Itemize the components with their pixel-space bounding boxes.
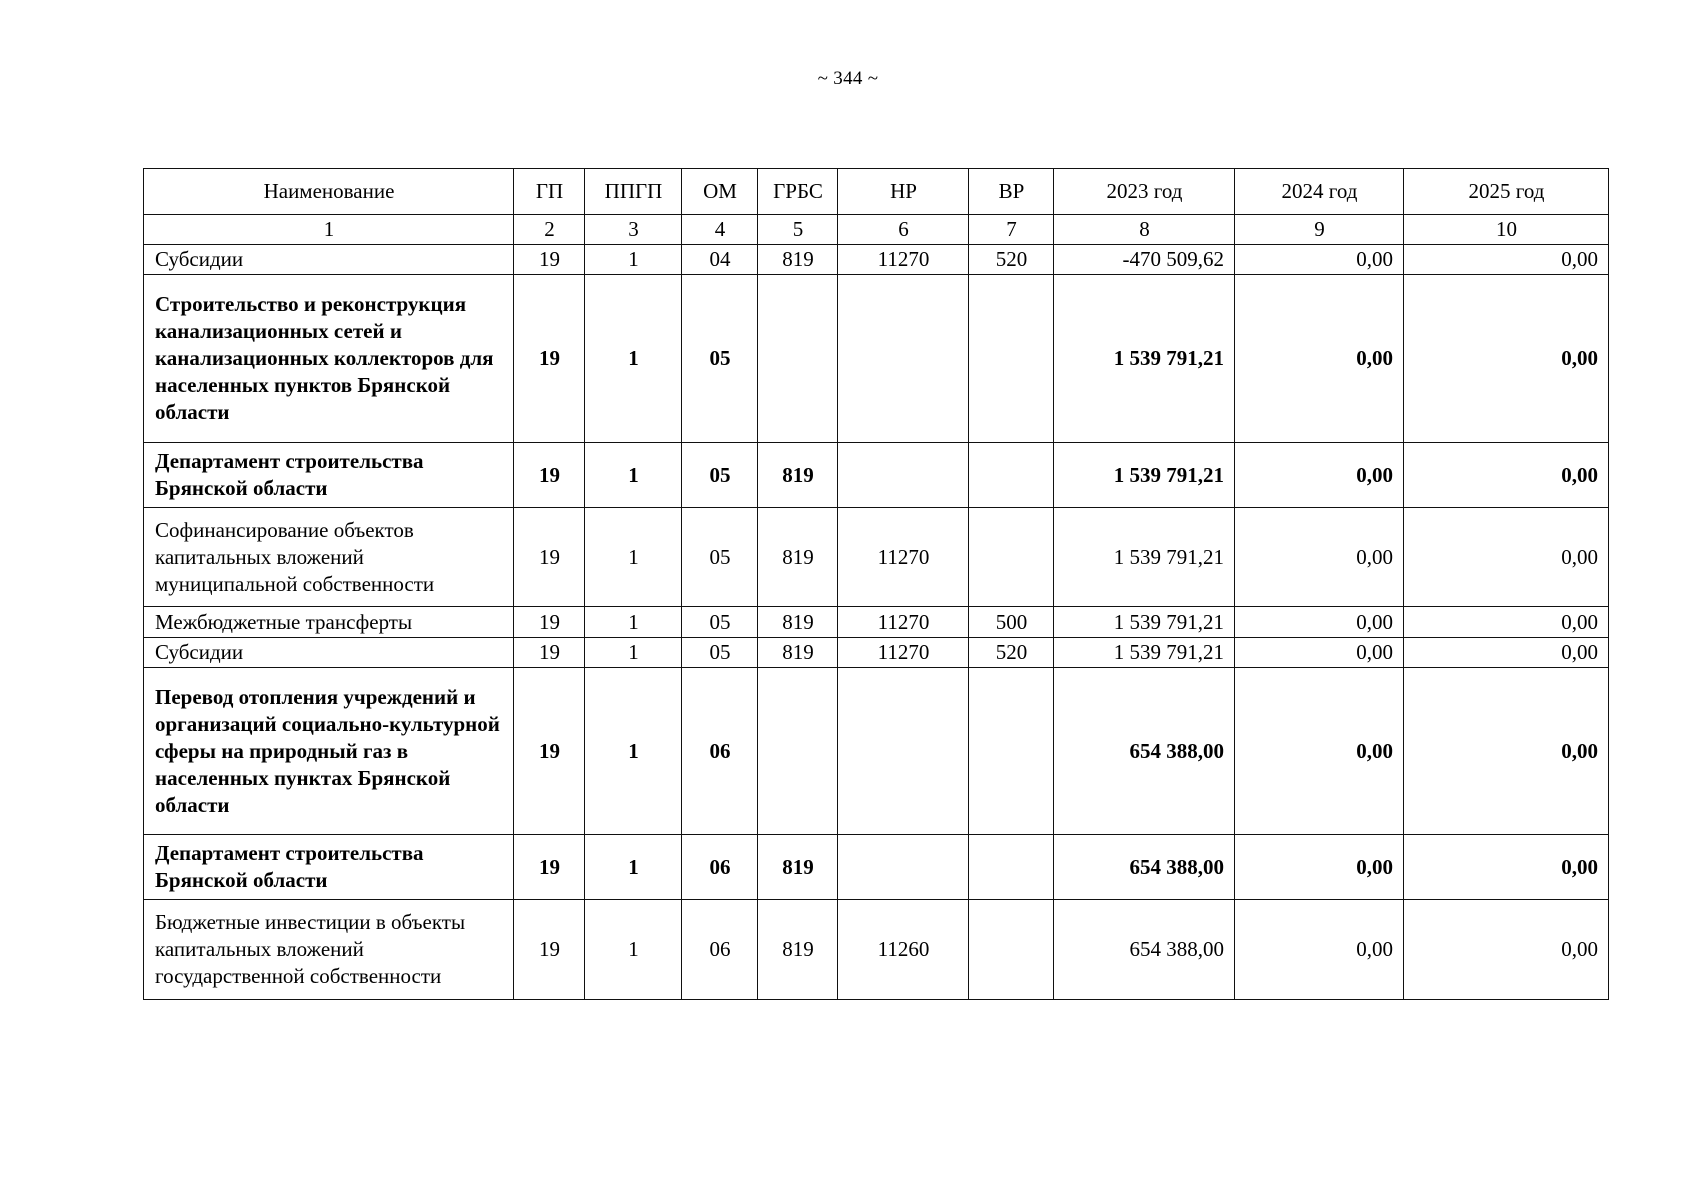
cell-ppgp: 1 xyxy=(585,835,682,900)
cell-2023: 1 539 791,21 xyxy=(1054,443,1235,508)
cell-2025: 0,00 xyxy=(1404,900,1609,1000)
cell-2025: 0,00 xyxy=(1404,835,1609,900)
column-number: 5 xyxy=(758,215,838,245)
cell-2024: 0,00 xyxy=(1235,245,1404,275)
cell-gp: 19 xyxy=(514,668,585,835)
column-header-grbs: ГРБС xyxy=(758,169,838,215)
column-header-nr: НР xyxy=(838,169,969,215)
cell-ppgp: 1 xyxy=(585,607,682,638)
cell-gp: 19 xyxy=(514,245,585,275)
cell-gp: 19 xyxy=(514,275,585,443)
table-row xyxy=(144,245,1609,275)
cell-vr: 520 xyxy=(969,245,1054,275)
column-header-2025: 2025 год xyxy=(1404,169,1609,215)
cell-vr xyxy=(969,835,1054,900)
cell-2023: 654 388,00 xyxy=(1054,900,1235,1000)
cell-2023: 1 539 791,21 xyxy=(1054,607,1235,638)
cell-ppgp: 1 xyxy=(585,245,682,275)
cell-grbs: 819 xyxy=(758,638,838,668)
cell-om: 05 xyxy=(682,275,758,443)
cell-om: 06 xyxy=(682,835,758,900)
cell-2024: 0,00 xyxy=(1235,607,1404,638)
column-number: 9 xyxy=(1235,215,1404,245)
cell-grbs xyxy=(758,275,838,443)
row-name: Перевод отопления учреждений и организаций социально-культурной сферы на природный газ в населенных пунктах Брянской области xyxy=(144,668,514,835)
cell-om: 06 xyxy=(682,668,758,835)
column-number: 1 xyxy=(144,215,514,245)
cell-vr xyxy=(969,443,1054,508)
row-name: Межбюджетные трансферты xyxy=(144,607,514,638)
column-number: 8 xyxy=(1054,215,1235,245)
cell-2025: 0,00 xyxy=(1404,607,1609,638)
cell-2024: 0,00 xyxy=(1235,275,1404,443)
row-name: Софинансирование объектов капитальных вложений муниципальной собственности xyxy=(144,508,514,607)
cell-2023: 1 539 791,21 xyxy=(1054,638,1235,668)
column-header-vr: ВР xyxy=(969,169,1054,215)
cell-ppgp: 1 xyxy=(585,668,682,835)
cell-vr xyxy=(969,668,1054,835)
column-header-ppgp: ППГП xyxy=(585,169,682,215)
column-number-row xyxy=(144,215,1609,245)
column-header-name: Наименование xyxy=(144,169,514,215)
cell-grbs: 819 xyxy=(758,835,838,900)
cell-2024: 0,00 xyxy=(1235,668,1404,835)
cell-2025: 0,00 xyxy=(1404,508,1609,607)
cell-ppgp: 1 xyxy=(585,638,682,668)
cell-2024: 0,00 xyxy=(1235,638,1404,668)
cell-2025: 0,00 xyxy=(1404,275,1609,443)
header-row xyxy=(144,169,1609,215)
cell-vr: 520 xyxy=(969,638,1054,668)
cell-om: 06 xyxy=(682,900,758,1000)
row-name: Субсидии xyxy=(144,245,514,275)
column-number: 7 xyxy=(969,215,1054,245)
cell-gp: 19 xyxy=(514,443,585,508)
cell-2023: 654 388,00 xyxy=(1054,668,1235,835)
cell-2023: 1 539 791,21 xyxy=(1054,275,1235,443)
row-name: Бюджетные инвестиции в объекты капитальных вложений государственной собственности xyxy=(144,900,514,1000)
cell-2023: 1 539 791,21 xyxy=(1054,508,1235,607)
row-name: Строительство и реконструкция канализационных сетей и канализационных коллекторов для населенных пунктов Брянской области xyxy=(144,275,514,443)
cell-vr: 500 xyxy=(969,607,1054,638)
cell-om: 05 xyxy=(682,607,758,638)
cell-ppgp: 1 xyxy=(585,443,682,508)
table-row xyxy=(144,443,1609,508)
cell-vr xyxy=(969,508,1054,607)
cell-2023: 654 388,00 xyxy=(1054,835,1235,900)
cell-grbs: 819 xyxy=(758,443,838,508)
cell-2024: 0,00 xyxy=(1235,835,1404,900)
column-header-2023: 2023 год xyxy=(1054,169,1235,215)
column-number: 10 xyxy=(1404,215,1609,245)
cell-nr xyxy=(838,835,969,900)
cell-nr xyxy=(838,668,969,835)
cell-2025: 0,00 xyxy=(1404,245,1609,275)
budget-table xyxy=(143,168,1609,1000)
cell-nr xyxy=(838,275,969,443)
cell-gp: 19 xyxy=(514,835,585,900)
cell-grbs xyxy=(758,668,838,835)
cell-2023: -470 509,62 xyxy=(1054,245,1235,275)
cell-nr: 11270 xyxy=(838,245,969,275)
table-row xyxy=(144,607,1609,638)
cell-nr: 11270 xyxy=(838,508,969,607)
column-header-gp: ГП xyxy=(514,169,585,215)
cell-grbs: 819 xyxy=(758,607,838,638)
column-number: 6 xyxy=(838,215,969,245)
cell-2025: 0,00 xyxy=(1404,638,1609,668)
cell-ppgp: 1 xyxy=(585,508,682,607)
cell-vr xyxy=(969,275,1054,443)
cell-grbs: 819 xyxy=(758,508,838,607)
table-row xyxy=(144,835,1609,900)
cell-nr: 11270 xyxy=(838,607,969,638)
row-name: Департамент строительства Брянской области xyxy=(144,443,514,508)
cell-nr: 11260 xyxy=(838,900,969,1000)
cell-2025: 0,00 xyxy=(1404,443,1609,508)
column-number: 4 xyxy=(682,215,758,245)
cell-grbs: 819 xyxy=(758,900,838,1000)
table-row xyxy=(144,900,1609,1000)
cell-ppgp: 1 xyxy=(585,900,682,1000)
cell-om: 05 xyxy=(682,638,758,668)
cell-gp: 19 xyxy=(514,607,585,638)
cell-gp: 19 xyxy=(514,638,585,668)
table-row xyxy=(144,638,1609,668)
table-row xyxy=(144,508,1609,607)
cell-nr: 11270 xyxy=(838,638,969,668)
cell-gp: 19 xyxy=(514,900,585,1000)
cell-gp: 19 xyxy=(514,508,585,607)
cell-om: 05 xyxy=(682,443,758,508)
cell-2025: 0,00 xyxy=(1404,668,1609,835)
cell-om: 04 xyxy=(682,245,758,275)
column-header-om: ОМ xyxy=(682,169,758,215)
cell-nr xyxy=(838,443,969,508)
cell-2024: 0,00 xyxy=(1235,900,1404,1000)
row-name: Департамент строительства Брянской области xyxy=(144,835,514,900)
cell-om: 05 xyxy=(682,508,758,607)
row-name: Субсидии xyxy=(144,638,514,668)
cell-2024: 0,00 xyxy=(1235,508,1404,607)
column-number: 3 xyxy=(585,215,682,245)
table-row xyxy=(144,668,1609,835)
column-number: 2 xyxy=(514,215,585,245)
cell-grbs: 819 xyxy=(758,245,838,275)
cell-2024: 0,00 xyxy=(1235,443,1404,508)
table-row xyxy=(144,275,1609,443)
column-header-2024: 2024 год xyxy=(1235,169,1404,215)
cell-ppgp: 1 xyxy=(585,275,682,443)
cell-vr xyxy=(969,900,1054,1000)
page-number: ~ 344 ~ xyxy=(817,68,879,89)
